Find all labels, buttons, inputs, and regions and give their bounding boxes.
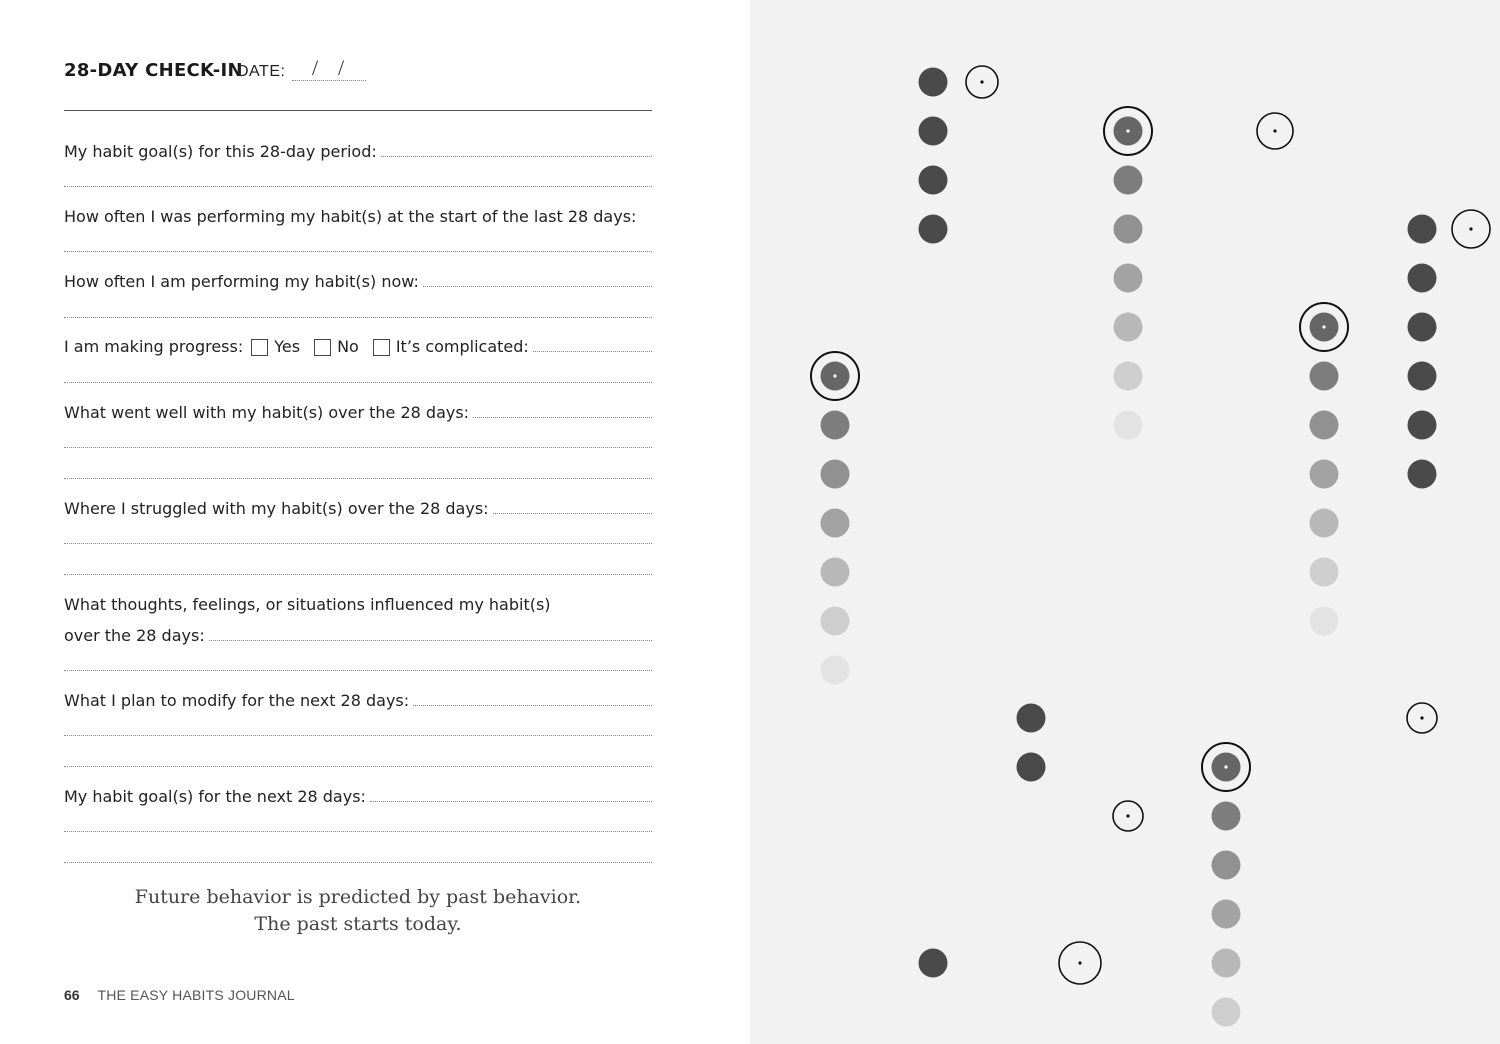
- dot: [1114, 264, 1143, 293]
- prompt-how-often-start: [64, 200, 652, 226]
- prompt-label: What went well with my habit(s) over the 28 days:: [64, 403, 470, 422]
- prompt-label: Where I struggled with my habit(s) over the 28 days:: [64, 499, 489, 518]
- write-line[interactable]: [64, 574, 652, 575]
- complicated-label: It’s complicated:: [395, 337, 529, 356]
- prompt-label: What I plan to modify for the next 28 days:: [64, 691, 410, 710]
- center-point: [980, 80, 983, 83]
- write-line[interactable]: [64, 862, 652, 863]
- dot: [1212, 949, 1241, 978]
- prompt-habit-goals: [64, 135, 652, 161]
- dot: [1212, 900, 1241, 929]
- center-point: [1224, 765, 1227, 768]
- dot: [1310, 362, 1339, 391]
- date-label: DATE:: [237, 63, 286, 80]
- prompt-progress: [64, 330, 652, 356]
- quote-line: The past starts today.: [254, 913, 462, 935]
- date-slash: /: [338, 55, 345, 80]
- write-line[interactable]: [370, 801, 652, 802]
- dot: [1310, 607, 1339, 636]
- dot: [1408, 460, 1437, 489]
- dot: [1408, 264, 1437, 293]
- prompt-thoughts: [64, 588, 652, 614]
- write-line[interactable]: [64, 382, 652, 383]
- prompt-label: over the 28 days:: [64, 626, 205, 645]
- dot: [1212, 998, 1241, 1027]
- dot: [1212, 851, 1241, 880]
- dot: [1310, 558, 1339, 587]
- write-line[interactable]: [64, 831, 652, 832]
- right-page: [750, 0, 1500, 1044]
- prompt-label: How often I was performing my habit(s) at the start of the last 28 days:: [64, 207, 637, 226]
- center-point: [1126, 129, 1129, 132]
- write-line[interactable]: [64, 251, 652, 252]
- write-line[interactable]: [64, 670, 652, 671]
- dot: [1408, 215, 1437, 244]
- prompt-struggled: [64, 492, 652, 518]
- prompt-label: What thoughts, feelings, or situations influenced my habit(s): [64, 595, 551, 614]
- no-checkbox[interactable]: [314, 339, 331, 356]
- center-point: [1126, 814, 1129, 817]
- write-line[interactable]: [64, 447, 652, 448]
- divider: [64, 110, 652, 111]
- dot: [821, 607, 850, 636]
- dot: [1114, 215, 1143, 244]
- prompt-modify: [64, 684, 652, 710]
- prompt-label: I am making progress:: [64, 337, 244, 356]
- write-line[interactable]: [533, 351, 652, 352]
- dot: [919, 949, 948, 978]
- dot: [821, 656, 850, 685]
- write-line[interactable]: [64, 186, 652, 187]
- write-line[interactable]: [64, 735, 652, 736]
- prompt-label: My habit goal(s) for the next 28 days:: [64, 787, 366, 806]
- write-line[interactable]: [209, 640, 652, 641]
- dot: [1114, 166, 1143, 195]
- write-line[interactable]: [493, 513, 652, 514]
- write-line[interactable]: [413, 705, 652, 706]
- prompt-went-well: [64, 396, 652, 422]
- dot: [1310, 509, 1339, 538]
- prompt-thoughts-continued: [64, 619, 652, 645]
- center-point: [1420, 716, 1423, 719]
- write-line[interactable]: [64, 766, 652, 767]
- dot: [1017, 704, 1046, 733]
- dot: [1310, 460, 1339, 489]
- dot: [821, 558, 850, 587]
- dot: [1114, 313, 1143, 342]
- book-title: THE EASY HABITS JOURNAL: [97, 987, 295, 1003]
- dot-illustration: [750, 0, 1500, 1044]
- prompt-label: My habit goal(s) for this 28-day period:: [64, 142, 377, 161]
- date-slash: /: [312, 55, 319, 80]
- center-point: [1469, 227, 1472, 230]
- page-title: 28-DAY CHECK-IN: [64, 60, 243, 81]
- dot: [821, 411, 850, 440]
- quote: [64, 884, 652, 938]
- prompt-next-goals: [64, 780, 652, 806]
- page-number: 66: [64, 987, 80, 1003]
- dot: [919, 117, 948, 146]
- write-line[interactable]: [473, 417, 652, 418]
- dot: [1408, 313, 1437, 342]
- write-line[interactable]: [64, 317, 652, 318]
- no-label: No: [337, 337, 359, 356]
- dot: [919, 166, 948, 195]
- dot: [1212, 802, 1241, 831]
- center-point: [833, 374, 836, 377]
- center-point: [1322, 325, 1325, 328]
- write-line[interactable]: [423, 286, 652, 287]
- write-line[interactable]: [381, 156, 652, 157]
- dot: [821, 509, 850, 538]
- quote-line: Future behavior is predicted by past behavior.: [134, 886, 582, 908]
- dot: [1017, 753, 1046, 782]
- write-line[interactable]: [64, 478, 652, 479]
- prompt-how-often-now: [64, 265, 652, 291]
- dot: [1408, 362, 1437, 391]
- dot: [1114, 411, 1143, 440]
- complicated-checkbox[interactable]: [373, 339, 390, 356]
- dot: [1310, 411, 1339, 440]
- yes-checkbox[interactable]: [251, 339, 268, 356]
- center-point: [1078, 961, 1081, 964]
- page-footer: [64, 987, 295, 1003]
- prompt-label: How often I am performing my habit(s) now:: [64, 272, 419, 291]
- dot: [1114, 362, 1143, 391]
- date-field[interactable]: [292, 80, 366, 81]
- center-point: [1273, 129, 1276, 132]
- write-line[interactable]: [64, 543, 652, 544]
- dot: [919, 215, 948, 244]
- dot: [1408, 411, 1437, 440]
- dot: [919, 68, 948, 97]
- yes-label: Yes: [274, 337, 301, 356]
- dot: [821, 460, 850, 489]
